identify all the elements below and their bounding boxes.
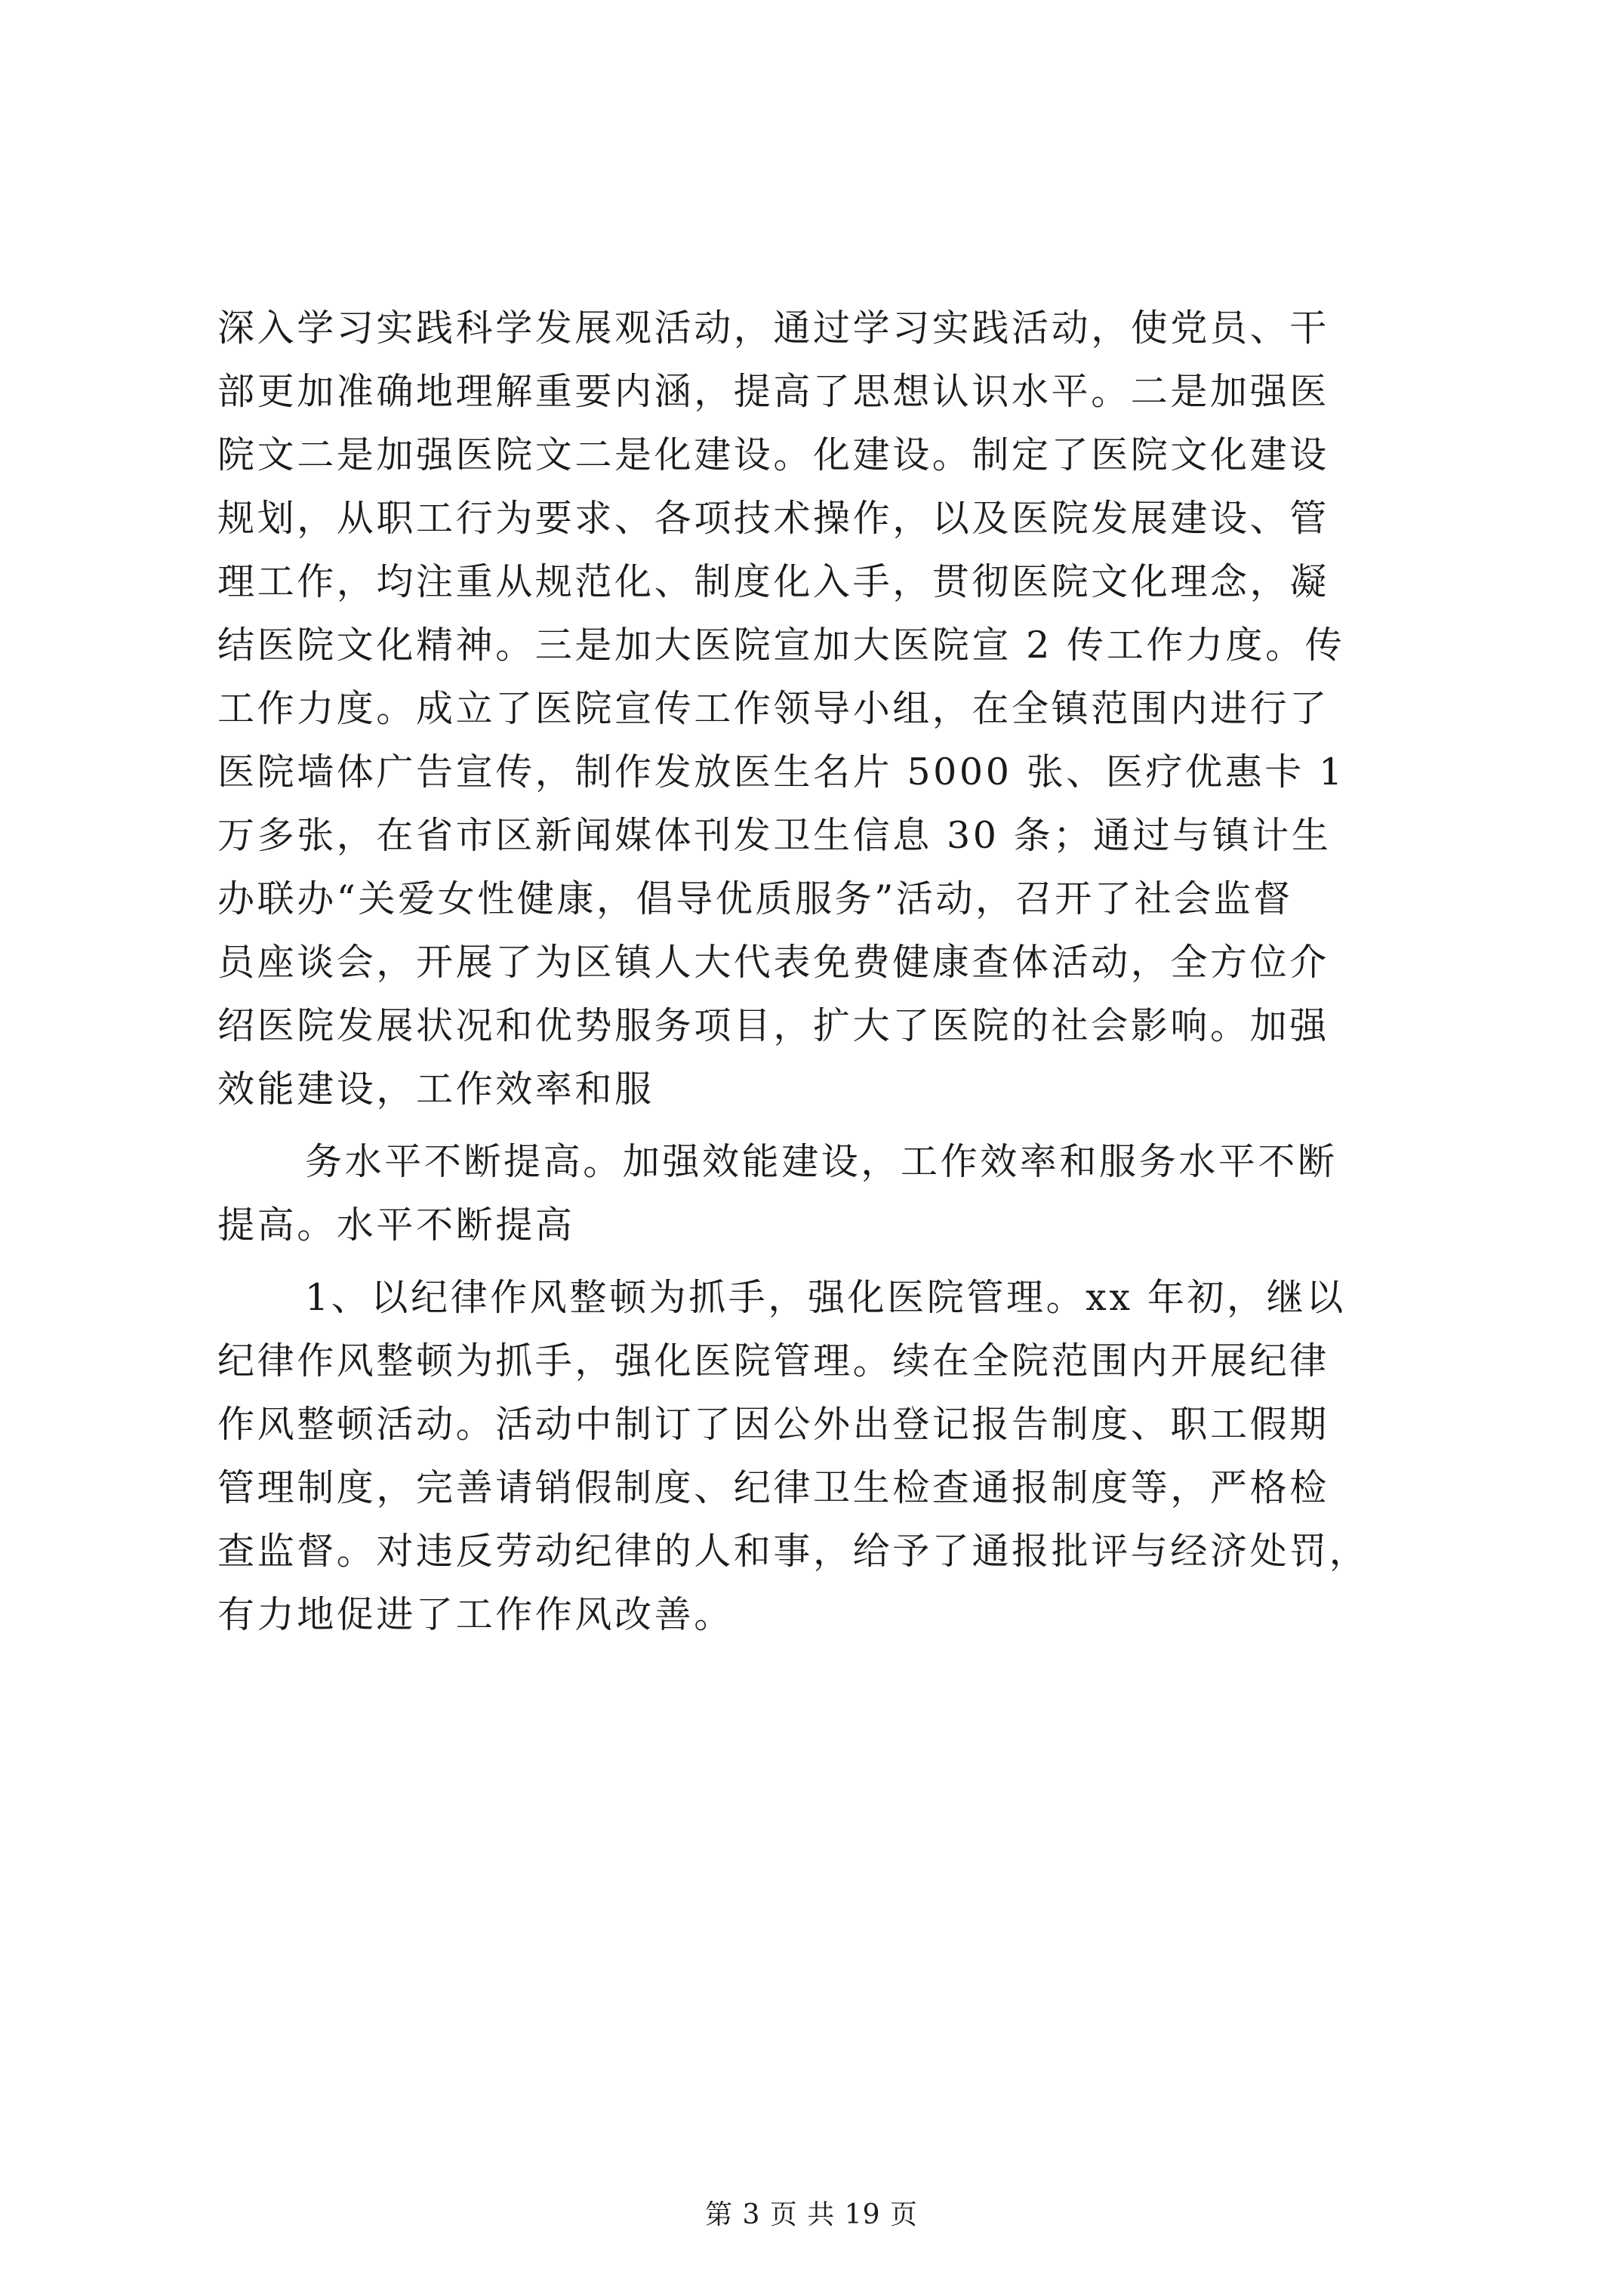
text-line: 绍医院发展状况和优势服务项目，扩大了医院的社会影响。加强 xyxy=(217,1004,1329,1047)
text-line: 作风整顿活动。活动中制订了因公外出登记报告制度、职工假期 xyxy=(217,1403,1329,1446)
text-line: 提高。水平不断提高 xyxy=(217,1203,575,1247)
text-line: 工作力度。成立了医院宣传工作领导小组，在全镇范围内进行了 xyxy=(217,687,1329,730)
text-line: 结医院文化精神。三是加大医院宣加大医院宣 2 传工作力度。传 xyxy=(217,624,1345,667)
text-line: 万多张，在省市区新闻媒体刊发卫生信息 30 条；通过与镇计生 xyxy=(217,814,1332,857)
text-line: 规划，从职工行为要求、各项技术操作，以及医院发展建设、管 xyxy=(217,497,1329,540)
text-line: 深入学习实践科学发展观活动，通过学习实践活动，使党员、干 xyxy=(217,307,1329,350)
text-line: 办联办“关爱女性健康，倡导优质服务”活动，召开了社会监督 xyxy=(217,877,1293,920)
text-line: 查监督。对违反劳动纪律的人和事，给予了通报批评与经济处罚， xyxy=(217,1530,1369,1573)
text-line: 理工作，均注重从规范化、制度化入手，贯彻医院文化理念，凝 xyxy=(217,560,1329,603)
text-line-indented: 1、以纪律作风整顿为抓手，强化医院管理。xx 年初，继以 xyxy=(305,1276,1346,1319)
text-line: 部更加准确地理解重要内涵，提高了思想认识水平。二是加强医 xyxy=(217,370,1329,413)
text-line: 员座谈会，开展了为区镇人大代表免费健康查体活动，全方位介 xyxy=(217,941,1329,984)
text-line-indented: 务水平不断提高。加强效能建设，工作效率和服务水平不断 xyxy=(305,1140,1338,1183)
text-line: 效能建设，工作效率和服 xyxy=(217,1068,654,1111)
text-line: 院文二是加强医院文二是化建设。化建设。制定了医院文化建设 xyxy=(217,433,1329,476)
text-line: 有力地促进了工作作风改善。 xyxy=(217,1593,734,1636)
page-number-footer: 第 3 页 共 19 页 xyxy=(705,2199,918,2230)
text-line: 医院墙体广告宣传，制作发放医生名片 5000 张、医疗优惠卡 1 xyxy=(217,750,1345,794)
text-line: 管理制度，完善请销假制度、纪律卫生检查通报制度等，严格检 xyxy=(217,1466,1329,1509)
text-line: 纪律作风整顿为抓手，强化医院管理。续在全院范围内开展纪律 xyxy=(217,1339,1329,1382)
